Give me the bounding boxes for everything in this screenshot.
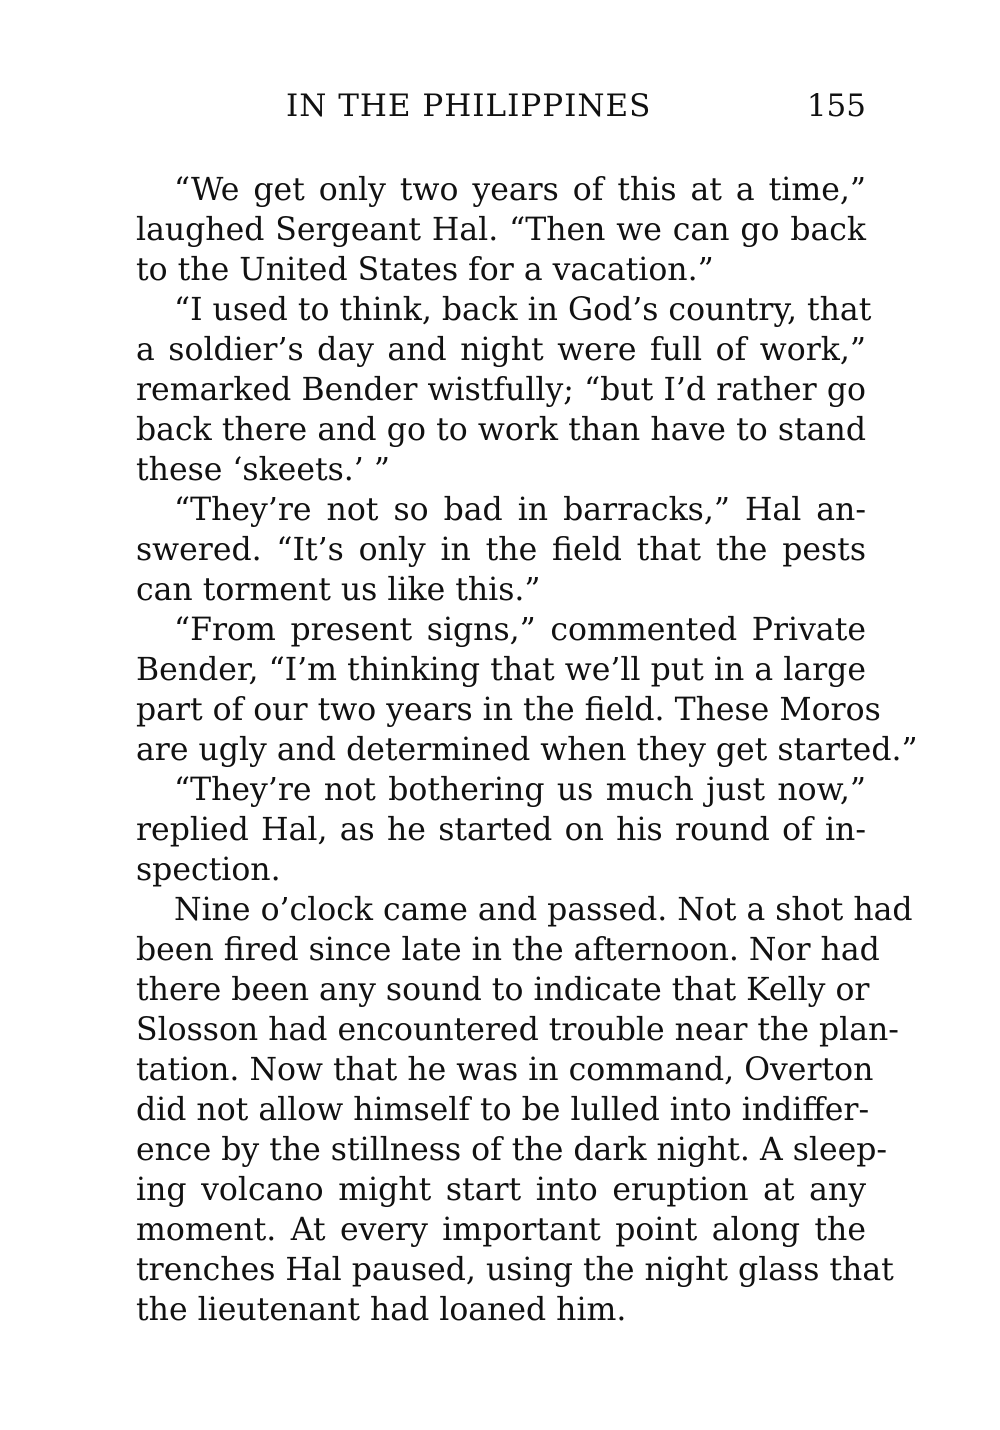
text-line: there been any sound to indicate that Kelly or xyxy=(136,972,870,1008)
text-line: “We get only two years of this at a time,” xyxy=(174,172,866,208)
text-line: did not allow himself to be lulled into indiffer- xyxy=(136,1092,870,1128)
text-line: ing volcano might start into eruption at any xyxy=(136,1172,866,1208)
body-text xyxy=(136,170,918,1330)
text-line: part of our two years in the field. These Moros xyxy=(136,692,881,728)
text-line: “They’re not so bad in barracks,” Hal an- xyxy=(174,492,866,528)
text-line: “They’re not bothering us much just now,” xyxy=(174,772,866,808)
text-line: are ugly and determined when they get started.” xyxy=(136,732,918,768)
text-line: replied Hal, as he started on his round of in- xyxy=(136,812,866,848)
text-line: Nine o’clock came and passed. Not a shot had xyxy=(174,892,913,928)
text-line: tation. Now that he was in command, Overton xyxy=(136,1052,874,1088)
text-line: back there and go to work than have to stand xyxy=(136,412,866,448)
text-line: “From present signs,” commented Private xyxy=(174,612,866,648)
text-line: Bender, “I’m thinking that we’ll put in a large xyxy=(136,652,866,688)
text-line: laughed Sergeant Hal. “Then we can go back xyxy=(136,212,866,248)
text-line: swered. “It’s only in the field that the pests xyxy=(136,532,866,568)
text-line: to the United States for a vacation.” xyxy=(136,252,714,288)
text-line: ence by the stillness of the dark night. A sleep- xyxy=(136,1132,888,1168)
page-header xyxy=(136,88,866,132)
text-line: spection. xyxy=(136,852,281,888)
text-line: remarked Bender wistfully; “but I’d rather go xyxy=(136,372,866,408)
paragraph-4 xyxy=(136,610,918,770)
paragraph-3 xyxy=(136,490,866,610)
text-line: “I used to think, back in God’s country, that xyxy=(174,292,872,328)
text-line: a soldier’s day and night were full of work,” xyxy=(136,332,866,368)
text-line: Slosson had encountered trouble near the plan- xyxy=(136,1012,899,1048)
paragraph-2 xyxy=(136,290,872,490)
paragraph-1 xyxy=(136,170,866,290)
running-head: IN THE PHILIPPINES xyxy=(286,88,652,124)
text-line: trenches Hal paused, using the night glass that xyxy=(136,1252,894,1288)
text-line: these ‘skeets.’ ” xyxy=(136,452,390,488)
text-line: moment. At every important point along the xyxy=(136,1212,866,1248)
paragraph-5 xyxy=(136,770,866,890)
text-line: the lieutenant had loaned him. xyxy=(136,1292,627,1328)
text-line: can torment us like this.” xyxy=(136,572,541,608)
text-line: been fired since late in the afternoon. Nor had xyxy=(136,932,880,968)
page-number: 155 xyxy=(806,88,866,124)
paragraph-6 xyxy=(136,890,913,1330)
